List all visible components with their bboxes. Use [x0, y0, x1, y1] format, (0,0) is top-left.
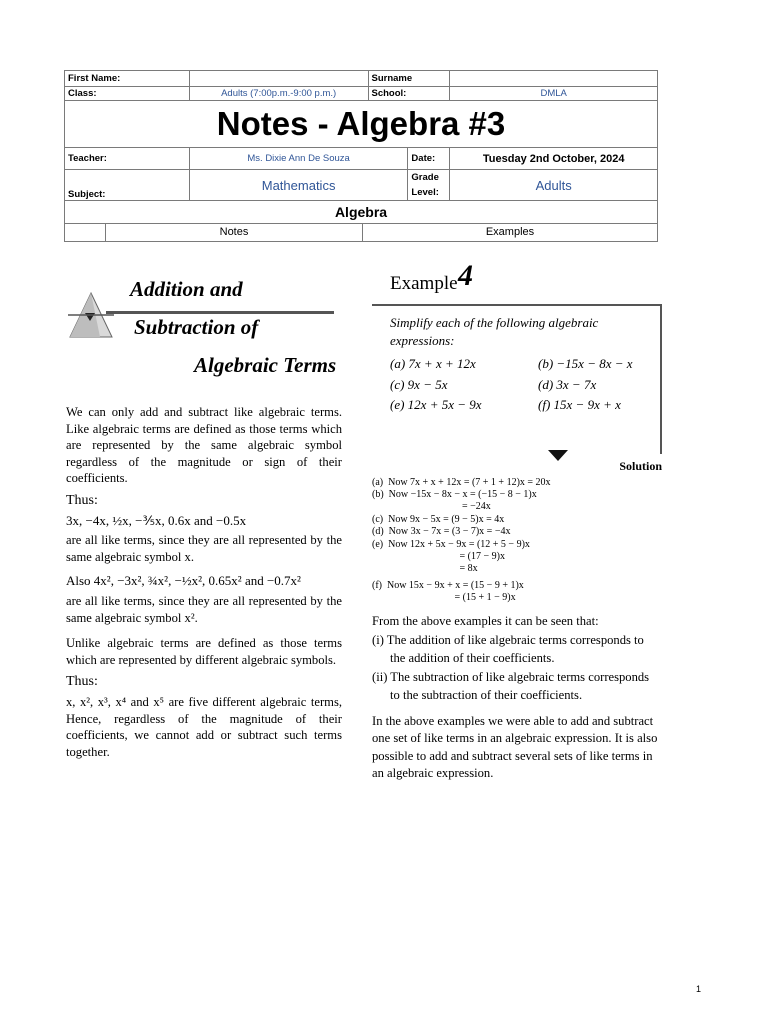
solution-line: (b) Now −15x − 8x − x = (−15 − 8 − 1)x [372, 489, 537, 500]
page-number: 1 [696, 984, 702, 994]
solution-heading: Solution [619, 459, 662, 473]
example-label: Example [390, 273, 458, 294]
class-label: Class: [65, 87, 190, 101]
exercise-grid [390, 356, 654, 414]
like-terms-definition: We can only add and subtract like algebraic terms. Like algebraic terms are defined as those terms which are represented by the same algebraic symbol regardless of the magnitude or sign of their coefficients. [66, 405, 342, 486]
heading-line-1: Addition and [130, 277, 243, 301]
solution-line: = (15 + 1 − 9)x [372, 592, 516, 604]
column-spacer [65, 224, 106, 241]
first-name-label: First Name: [65, 71, 190, 87]
conclusion [372, 613, 662, 783]
school-label: School: [368, 87, 450, 101]
notes-column [66, 275, 342, 760]
grade-value: Adults [450, 170, 658, 201]
teacher-value: Ms. Dixie Ann De Souza [189, 148, 408, 170]
like-terms-x2-list: Also 4x², −3x², ¾x², −½x², 0.65x² and −0.7x² [66, 573, 301, 589]
conclusion-point-1: (i) The addition of like algebraic terms corresponds to the addition of their coefficients. [372, 633, 644, 665]
solution-line: = 8x [372, 563, 478, 575]
header-table [64, 70, 658, 242]
school-value: DMLA [450, 87, 658, 101]
notes-column-header: Notes [106, 224, 363, 241]
exercise-d: (d) 3x − 7x [538, 376, 597, 392]
column-headers [65, 224, 658, 242]
heading-line-3: Algebraic Terms [194, 353, 337, 377]
like-terms-x-list: 3x, −4x, ½x, −⅗x, 0.6x and −0.5x [66, 512, 247, 528]
exercise-c: (c) 9x − 5x [390, 376, 448, 392]
exercise-e: (e) 12x + 5x − 9x [390, 397, 482, 413]
surname-value[interactable] [450, 71, 658, 87]
solution-line: (e) Now 12x + 5x − 9x = (12 + 5 − 9)x [372, 538, 530, 550]
thus-label-2: Thus: [66, 674, 98, 690]
date-label: Date: [408, 148, 450, 170]
solution-line: = −24x [372, 501, 491, 513]
conclusion-intro: From the above examples it can be seen that: [372, 613, 599, 628]
thus-label-1: Thus: [66, 492, 98, 508]
exercise-f: (f) 15x − 9x + x [538, 397, 621, 413]
exercise-a: (a) 7x + x + 12x [390, 356, 476, 371]
solution-line: (a) Now 7x + x + 12x = (7 + 1 + 12)x = 20x [372, 476, 551, 488]
like-terms-x2-explanation: are all like terms, since they are all represented by the same algebraic symbol x². [66, 593, 342, 625]
heading-line-2: Subtraction of [134, 315, 259, 339]
class-value: Adults (7:00p.m.-9:00 p.m.) [189, 87, 368, 101]
heading-rule [106, 311, 334, 314]
solution-line: (d) Now 3x − 7x = (3 − 7)x = −4x [372, 526, 511, 538]
solution-steps [372, 477, 662, 605]
like-terms-x-explanation: are all like terms, since they are all represented by the same algebraic symbol x. [66, 533, 342, 564]
first-name-value[interactable] [189, 71, 368, 87]
section-title: Algebra [65, 201, 658, 224]
exercise-b: (b) −15x − 8x − x [538, 356, 633, 371]
solution-line: (c) Now 9x − 5x = (9 − 5)x = 4x [372, 513, 505, 525]
subject-value: Mathematics [189, 170, 408, 201]
pyramid-icon [68, 289, 114, 341]
example-box [372, 304, 662, 454]
pointer-triangle-icon [548, 450, 568, 462]
solution-line: = (17 − 9)x [372, 551, 505, 563]
unlike-terms-definition: Unlike algebraic terms are defined as those terms which are represented by different algebraic symbols. [66, 636, 342, 667]
grade-label: Grade Level: [408, 170, 450, 201]
example-number: 4 [458, 259, 473, 292]
unlike-terms-explanation: x, x², x³, x⁴ and x⁵ are five different algebraic terms, Hence, regardless of the magnitude of their coefficients, we cannot add or subtract such terms together. [66, 694, 342, 759]
solution-line: (f) Now 15x − 9x + x = (15 − 9 + 1)x [372, 579, 524, 591]
page-title: Notes - Algebra #3 [65, 101, 658, 148]
examples-column [372, 259, 662, 783]
date-value: Tuesday 2nd October, 2024 [450, 148, 658, 170]
surname-label: Surname [368, 71, 450, 87]
conclusion-closing: In the above examples we were able to add and subtract one set of like terms in an algebraic expression. It is also possible to add and subtract several sets of like terms in an algebraic expression. [372, 713, 658, 781]
example-heading [372, 259, 662, 304]
teacher-label: Teacher: [65, 148, 190, 170]
examples-column-header: Examples [485, 226, 535, 238]
section-heading [66, 275, 342, 400]
conclusion-point-2: (ii) The subtraction of like algebraic terms corresponds to the subtraction of their coefficients. [372, 670, 650, 703]
example-instruction: Simplify each of the following algebraic expressions: [390, 315, 599, 348]
subject-label: Subject: [65, 170, 190, 201]
